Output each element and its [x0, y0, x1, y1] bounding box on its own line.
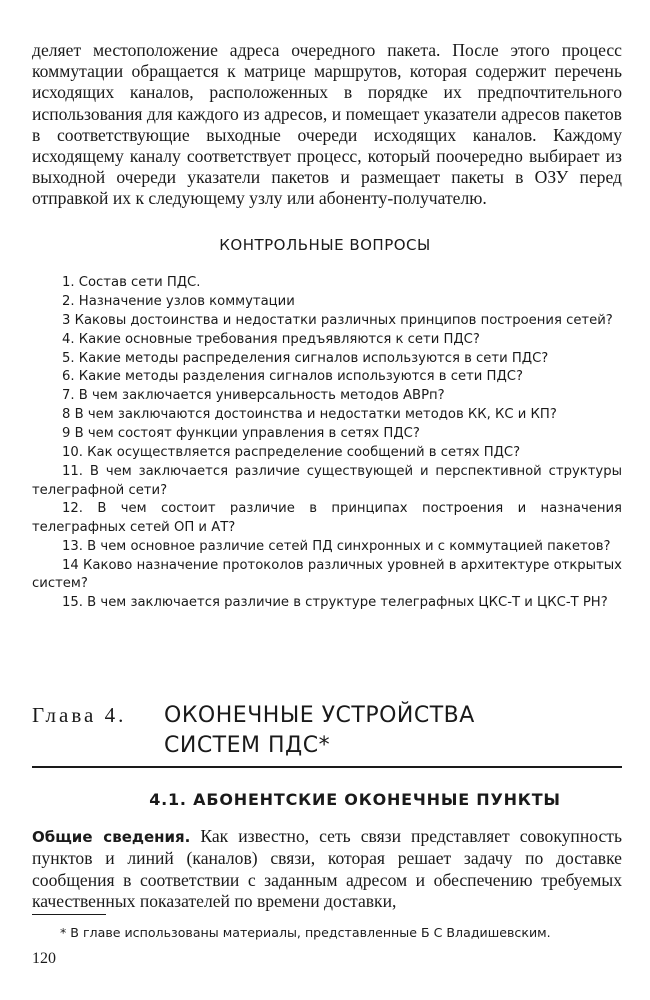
question-item: 4. Какие основные требования предъявляются к сети ПДС?	[62, 331, 480, 347]
question-item: 10. Как осуществляется распределение сообщений в сетях ПДС?	[62, 445, 521, 461]
page-number: 120	[32, 950, 56, 967]
question-item: 9 В чем состоят функции управления в сетях ПДС?	[62, 426, 420, 442]
footnote-divider	[32, 914, 106, 915]
question-item: 15. В чем заключается различие в структуре телеграфных ЦКС-Т и ЦКС-Т РН?	[62, 595, 608, 611]
questions-list	[32, 274, 622, 613]
question-item: 5. Какие методы распределения сигналов используются в сети ПДС?	[62, 350, 549, 366]
footnote: * В главе использованы материалы, представленные Б С Владишевским.	[60, 925, 551, 940]
chapter-title-line2: СИСТЕМ ПДС*	[164, 733, 331, 758]
body-text: Как известно, сеть связи представляет совокупность пунктов и линий (каналов) связи, которая решает задачу по доставке сообщения в соответствии с заданным адресом и обеспечению требуемых качественных показателей по времени доставки,	[32, 826, 623, 911]
body-paragraph	[32, 826, 622, 912]
intro-paragraph: деляет местоположение адреса очередного пакета. После этого процесс коммутации обращается к матрице маршрутов, которая содержит перечень исходящих каналов, расположенных в порядке их предпочтительного использования для каждого из адресов, и помещает указатели адресов пакетов в соответствующие выходные очереди исходящих каналов. Каждому исходящему каналу соответствует процесс, который поочередно выбирает из выходной очереди указатели пакетов и размещает пакеты в ОЗУ перед отправкой их к следующему узлу или абоненту-получателю.	[32, 40, 622, 209]
question-item: 3 Каковы достоинства и недостатки различных принципов построения сетей?	[62, 312, 613, 328]
question-item: 12. В чем состоит различие в принципах построения и назначения телеграфных сетей ОП и АТ?	[32, 501, 622, 535]
question-item: 8 В чем заключаются достоинства и недостатки методов КК, КС и КП?	[62, 407, 557, 423]
question-item: 2. Назначение узлов коммутации	[62, 293, 295, 309]
chapter-heading	[32, 700, 632, 761]
chapter-label: Глава 4.	[32, 703, 127, 727]
question-item: 13. В чем основное различие сетей ПД синхронных и с коммутацией пакетов?	[62, 538, 611, 554]
section-title: 4.1. АБОНЕНТСКИЕ ОКОНЕЧНЫЕ ПУНКТЫ	[149, 790, 561, 809]
chapter-divider	[32, 766, 622, 768]
question-item: 7. В чем заключается универсальность методов АВРп?	[62, 388, 445, 404]
question-item: 6. Какие методы разделения сигналов используются в сети ПДС?	[62, 369, 523, 385]
questions-title: КОНТРОЛЬНЫЕ ВОПРОСЫ	[219, 236, 431, 254]
chapter-title-line1: ОКОНЕЧНЫЕ УСТРОЙСТВА	[164, 703, 475, 728]
question-item: 1. Состав сети ПДС.	[62, 275, 201, 290]
question-item: 14 Каково назначение протоколов различных уровней в архитектуре открытых систем?	[32, 557, 622, 592]
question-item: 11. В чем заключается различие существующей и перспективной структуры телеграфной сети?	[32, 463, 622, 498]
body-lead: Общие сведения.	[32, 828, 191, 846]
